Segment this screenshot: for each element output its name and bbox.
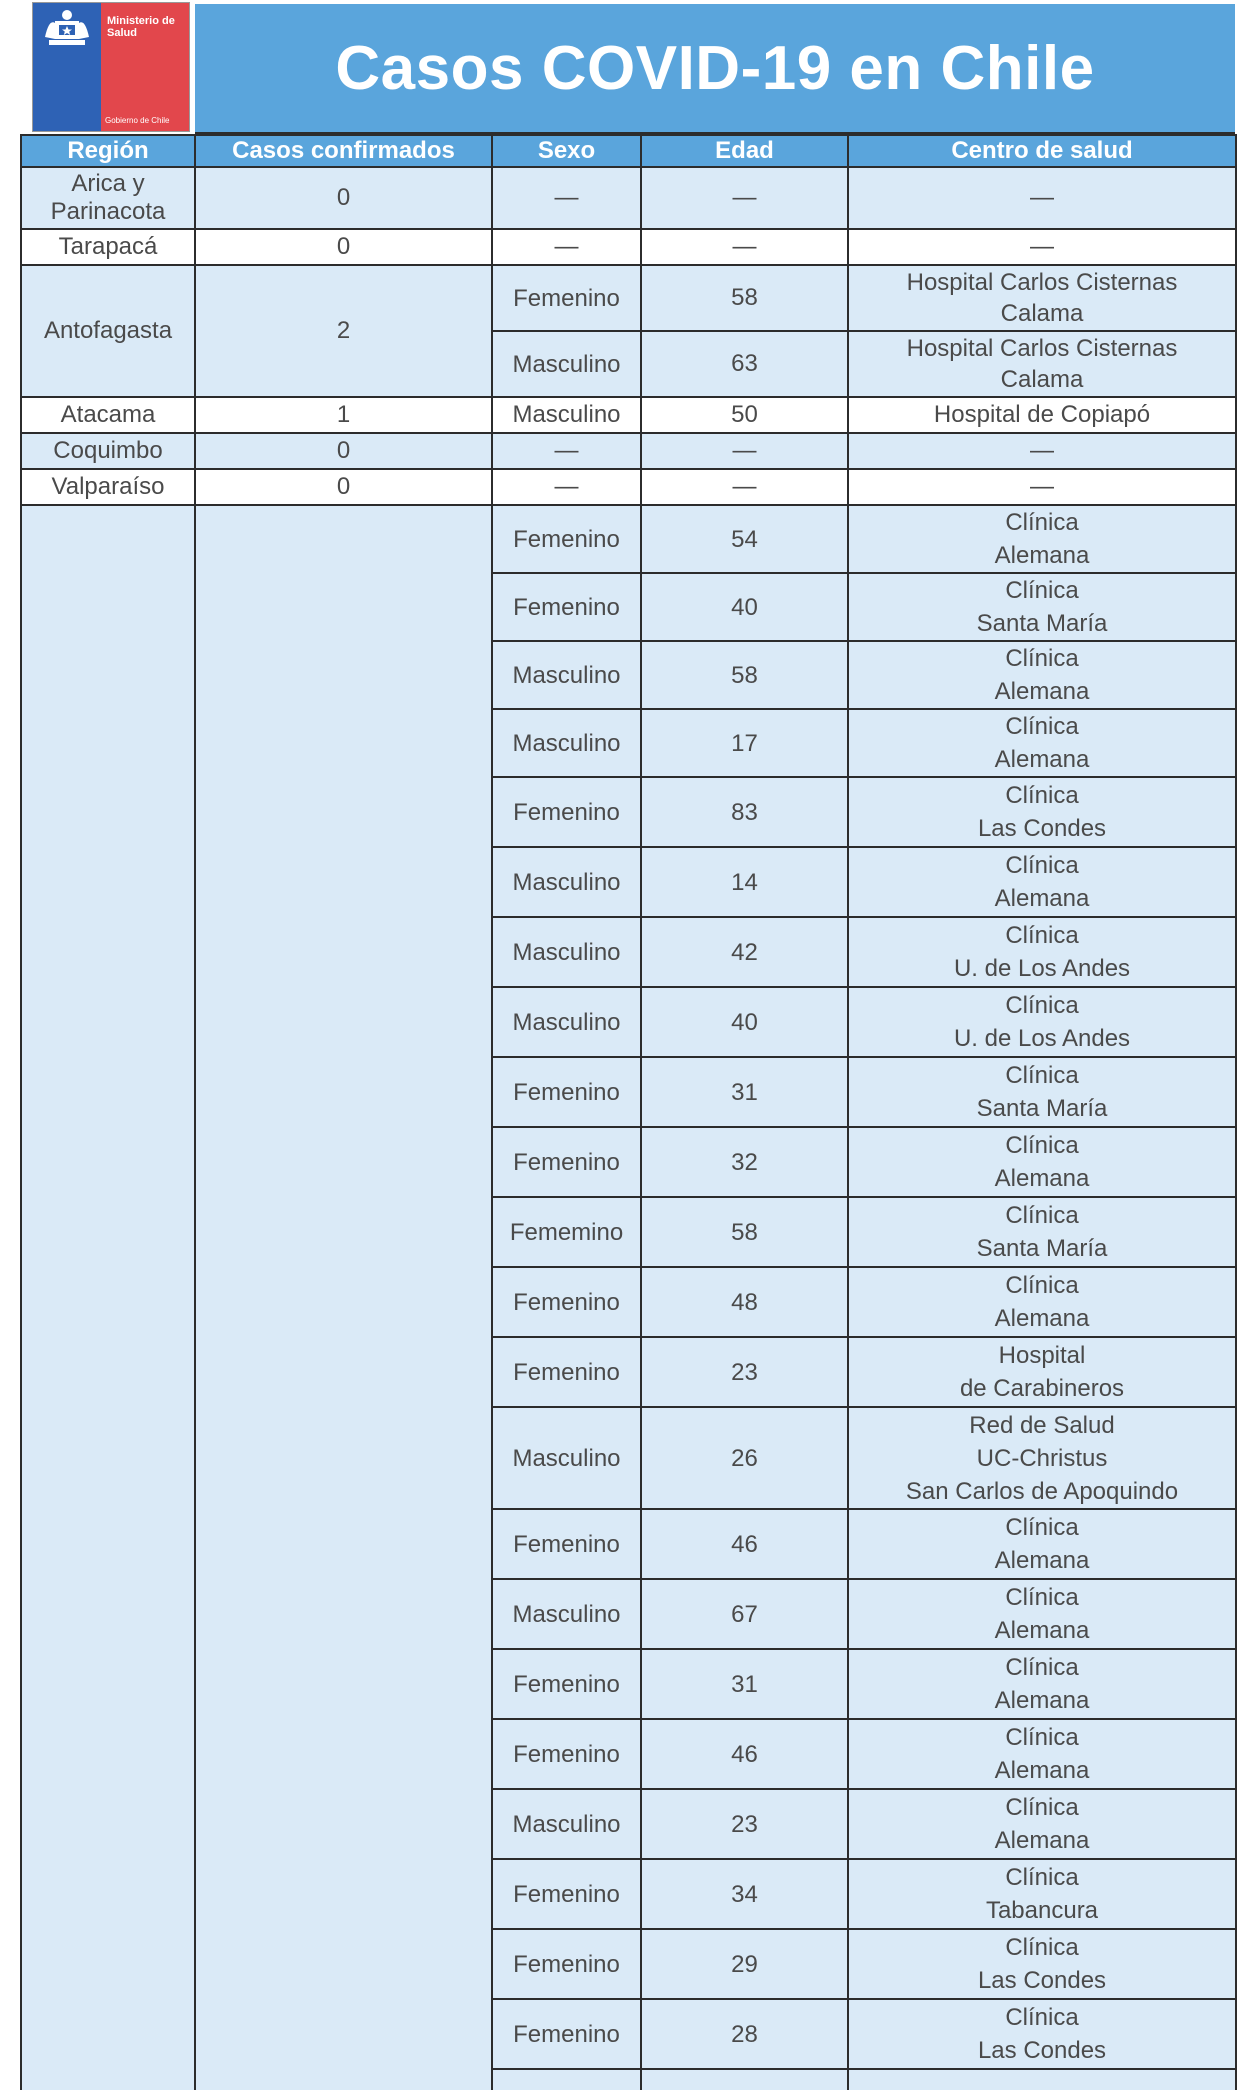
region-cell: Valparaíso bbox=[21, 469, 195, 505]
edad-cell: — bbox=[641, 167, 848, 229]
sexo-cell: Masculino bbox=[492, 397, 641, 433]
sexo-cell: Femenino bbox=[492, 1719, 641, 1789]
page-title: Casos COVID-19 en Chile bbox=[335, 33, 1095, 103]
edad-cell: 23 bbox=[641, 1789, 848, 1859]
sexo-cell: Masculino bbox=[492, 847, 641, 917]
edad-cell: 26 bbox=[641, 1407, 848, 1509]
centro-cell: — bbox=[848, 433, 1236, 469]
region-cell: Coquimbo bbox=[21, 433, 195, 469]
edad-cell: 32 bbox=[641, 1127, 848, 1197]
edad-cell: 31 bbox=[641, 1057, 848, 1127]
centro-cell: Red de Salud UC-Christus San Carlos de Apoquindo bbox=[848, 1407, 1236, 1509]
centro-cell: Clínica Alemana bbox=[848, 1649, 1236, 1719]
centro-cell: Clínica Alemana bbox=[848, 1719, 1236, 1789]
centro-cell: Clínica Alemana bbox=[848, 1579, 1236, 1649]
sexo-cell: Masculino bbox=[492, 641, 641, 709]
centro-cell: Clínica Santa María bbox=[848, 573, 1236, 641]
sexo-cell: Femenino bbox=[492, 265, 641, 331]
edad-cell: 67 bbox=[641, 1579, 848, 1649]
centro-cell: Clínica Alemana bbox=[848, 1509, 1236, 1579]
header-casos-confirmados: Casos confirmados bbox=[195, 135, 492, 167]
centro-cell: Clínica Alemana bbox=[848, 1127, 1236, 1197]
centro-cell: Clínica Las Condes bbox=[848, 1929, 1236, 1999]
centro-cell: Clínica Alemana bbox=[848, 641, 1236, 709]
region-cell-empty bbox=[21, 505, 195, 2090]
sexo-cell: Masculino bbox=[492, 1407, 641, 1509]
sexo-cell: Femenino bbox=[492, 1509, 641, 1579]
centro-cell: Clínica Alemana bbox=[848, 1267, 1236, 1337]
header-centro-de-salud: Centro de salud bbox=[848, 135, 1236, 167]
table-row-tarapaca bbox=[21, 229, 1236, 265]
cases-cell: 0 bbox=[195, 433, 492, 469]
sexo-cell: — bbox=[492, 167, 641, 229]
table-header-row bbox=[21, 135, 1236, 167]
sexo-cell: Femenino bbox=[492, 1929, 641, 1999]
logo-ministry-text: Ministerio de Salud bbox=[107, 15, 175, 39]
centro-cell: Hospital de Copiapó bbox=[848, 397, 1236, 433]
region-cell: Antofagasta bbox=[21, 265, 195, 397]
sexo-cell: Fememino bbox=[492, 1197, 641, 1267]
centro-cell: Clínica U. de Los Andes bbox=[848, 917, 1236, 987]
coat-of-arms-icon bbox=[39, 7, 95, 49]
header-region: Región bbox=[21, 135, 195, 167]
sexo-cell: Masculino bbox=[492, 331, 641, 397]
centro-cell: Clínica Santa María bbox=[848, 1197, 1236, 1267]
centro-cell: — bbox=[848, 229, 1236, 265]
sexo-cell: Masculino bbox=[492, 987, 641, 1057]
edad-cell: 31 bbox=[641, 1649, 848, 1719]
sexo-cell: — bbox=[492, 229, 641, 265]
centro-cell: Clínica U. de Los Andes bbox=[848, 987, 1236, 1057]
logo-blue-panel bbox=[33, 3, 101, 131]
edad-cell: 40 bbox=[641, 987, 848, 1057]
partial-cell bbox=[848, 2069, 1236, 2090]
edad-cell: 48 bbox=[641, 1267, 848, 1337]
cases-cell: 1 bbox=[195, 397, 492, 433]
cases-cell: 2 bbox=[195, 265, 492, 397]
edad-cell: 63 bbox=[641, 331, 848, 397]
title-banner bbox=[195, 4, 1235, 134]
centro-cell: Clínica Alemana bbox=[848, 709, 1236, 777]
centro-cell: — bbox=[848, 167, 1236, 229]
centro-cell: Clínica Alemana bbox=[848, 505, 1236, 573]
edad-cell: 46 bbox=[641, 1509, 848, 1579]
edad-cell: 23 bbox=[641, 1337, 848, 1407]
partial-cell bbox=[492, 2069, 641, 2090]
sexo-cell: Masculino bbox=[492, 709, 641, 777]
sexo-cell: Masculino bbox=[492, 1579, 641, 1649]
edad-cell: — bbox=[641, 469, 848, 505]
region-cell: Tarapacá bbox=[21, 229, 195, 265]
table-row bbox=[21, 505, 1236, 573]
edad-cell: 50 bbox=[641, 397, 848, 433]
sexo-cell: Femenino bbox=[492, 505, 641, 573]
sexo-cell: Femenino bbox=[492, 1859, 641, 1929]
sexo-cell: Masculino bbox=[492, 917, 641, 987]
centro-cell: Clínica Alemana bbox=[848, 1789, 1236, 1859]
edad-cell: 54 bbox=[641, 505, 848, 573]
edad-cell: 34 bbox=[641, 1859, 848, 1929]
edad-cell: 17 bbox=[641, 709, 848, 777]
centro-cell: Clínica Santa María bbox=[848, 1057, 1236, 1127]
logo-red-panel bbox=[101, 3, 189, 131]
centro-cell: Hospital de Carabineros bbox=[848, 1337, 1236, 1407]
header-sexo: Sexo bbox=[492, 135, 641, 167]
edad-cell: 28 bbox=[641, 1999, 848, 2069]
cases-cell: 0 bbox=[195, 167, 492, 229]
table-row-coquimbo bbox=[21, 433, 1236, 469]
centro-cell: Clínica Las Condes bbox=[848, 1999, 1236, 2069]
edad-cell: — bbox=[641, 229, 848, 265]
covid-cases-table bbox=[20, 134, 1237, 2090]
sexo-cell: Femenino bbox=[492, 1999, 641, 2069]
partial-cell bbox=[641, 2069, 848, 2090]
sexo-cell: — bbox=[492, 469, 641, 505]
region-cell: Arica y Parinacota bbox=[21, 167, 195, 229]
table-row-antofagasta bbox=[21, 265, 1236, 331]
edad-cell: 29 bbox=[641, 1929, 848, 1999]
centro-cell: Clínica Las Condes bbox=[848, 777, 1236, 847]
sexo-cell: — bbox=[492, 433, 641, 469]
edad-cell: 42 bbox=[641, 917, 848, 987]
table-row-valparaiso bbox=[21, 469, 1236, 505]
edad-cell: — bbox=[641, 433, 848, 469]
centro-cell: Clínica Tabancura bbox=[848, 1859, 1236, 1929]
centro-cell: Clínica Alemana bbox=[848, 847, 1236, 917]
table-row-atacama bbox=[21, 397, 1236, 433]
cases-cell: 0 bbox=[195, 229, 492, 265]
edad-cell: 14 bbox=[641, 847, 848, 917]
sexo-cell: Femenino bbox=[492, 777, 641, 847]
sexo-cell: Masculino bbox=[492, 1789, 641, 1859]
centro-cell: — bbox=[848, 469, 1236, 505]
logo-government-text: Gobierno de Chile bbox=[105, 116, 170, 125]
edad-cell: 58 bbox=[641, 265, 848, 331]
edad-cell: 58 bbox=[641, 1197, 848, 1267]
edad-cell: 58 bbox=[641, 641, 848, 709]
edad-cell: 40 bbox=[641, 573, 848, 641]
cases-cell-empty bbox=[195, 505, 492, 2090]
edad-cell: 83 bbox=[641, 777, 848, 847]
sexo-cell: Femenino bbox=[492, 573, 641, 641]
table-row-arica bbox=[21, 167, 1236, 229]
metropolitana-rows bbox=[21, 505, 1236, 2090]
ministry-logo bbox=[32, 2, 190, 132]
edad-cell: 46 bbox=[641, 1719, 848, 1789]
sexo-cell: Femenino bbox=[492, 1337, 641, 1407]
sexo-cell: Femenino bbox=[492, 1267, 641, 1337]
region-cell: Atacama bbox=[21, 397, 195, 433]
centro-cell: Hospital Carlos Cisternas Calama bbox=[848, 331, 1236, 397]
sexo-cell: Femenino bbox=[492, 1057, 641, 1127]
centro-cell: Hospital Carlos Cisternas Calama bbox=[848, 265, 1236, 331]
header-edad: Edad bbox=[641, 135, 848, 167]
sexo-cell: Femenino bbox=[492, 1649, 641, 1719]
cases-cell: 0 bbox=[195, 469, 492, 505]
sexo-cell: Femenino bbox=[492, 1127, 641, 1197]
